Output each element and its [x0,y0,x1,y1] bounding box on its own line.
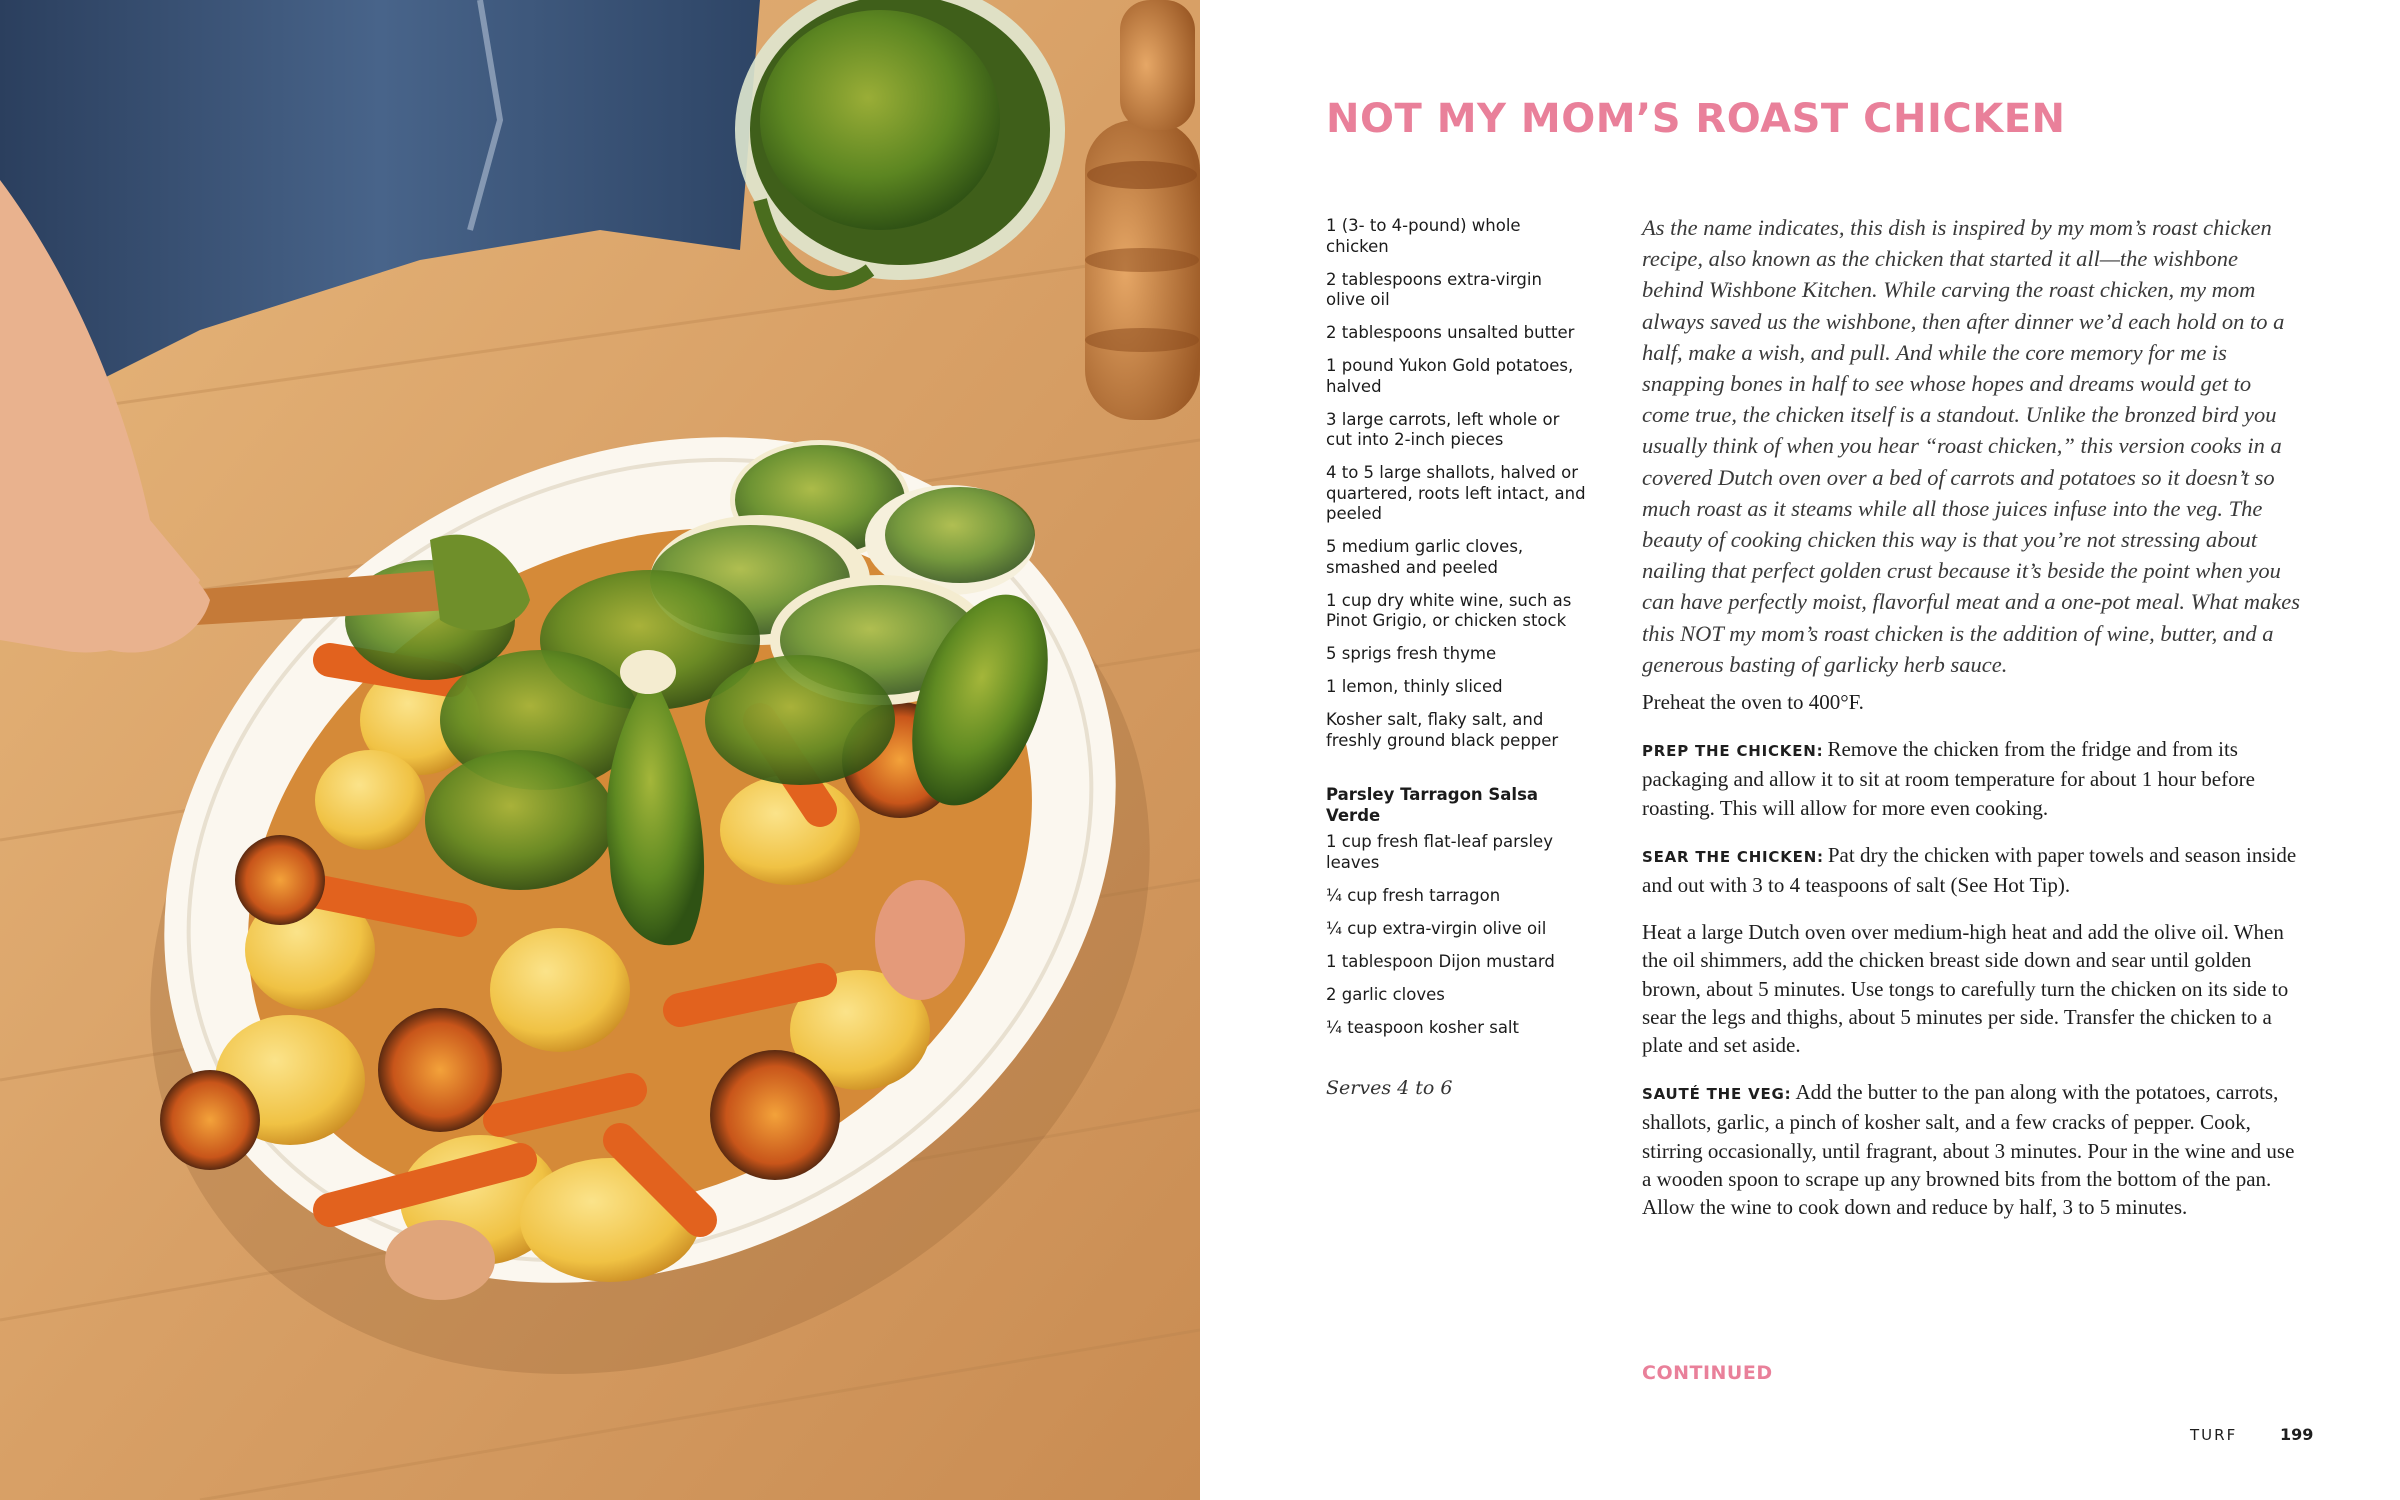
ingredient-item: 3 large carrots, left whole or cut into 2-inch pieces [1326,409,1560,449]
ingredient-item: 2 tablespoons extra-virgin olive oil [1326,269,1542,309]
ingredient-item: ¼ cup extra-virgin olive oil [1326,918,1547,938]
ingredient-item: 2 tablespoons unsalted butter [1326,323,1575,342]
step-text: Preheat the oven to 400°F. [1642,690,1864,714]
step-text: Add the butter to the pan along with the potatoes, carrots, shallots, garlic, a pinch of kosher salt, and a few cracks of pepper. Cook, stirring occasionally, until fragrant, about 3 minutes. Pour in the wine and use a wooden spoon to scrape up any browned bits from the bottom of the pan. Allow the wine to cook down and reduce by half, 3 to 5 minutes. [1642,1080,2295,1220]
ingredient-item: ¼ cup fresh tarragon [1326,885,1501,905]
salsa-verde-heading: Parsley Tarragon Salsa Verde [1326,785,1539,825]
serves-note: Serves 4 to 6 [1326,1077,1453,1099]
step-label: PREP THE CHICKEN: [1642,742,1824,761]
recipe-title: NOT MY MOM’S ROAST CHICKEN [1326,96,2066,142]
salsa-verde-list [1326,832,1586,1038]
step-text: Heat a large Dutch oven over medium-high heat and add the olive oil. When the oil shimmers, add the chicken breast side down and sear until golden brown, about 5 minutes. Use tongs to carefully turn the chicken on its side to sear the legs and thighs, about 5 minutes per side. Transfer the chicken to a plate and set aside. [1642,920,2289,1058]
ingredient-item: 1 pound Yukon Gold potatoes, halved [1326,356,1574,396]
method-step [1642,688,2306,716]
method-step [1642,841,2306,899]
ingredient-item: 1 (3- to 4-pound) whole chicken [1326,216,1521,256]
section-name: TURF [2190,1426,2238,1444]
page-number: 199 [2280,1425,2314,1444]
continued-link[interactable]: CONTINUED [1642,1362,1773,1384]
step-label: SAUTÉ THE VEG: [1642,1085,1792,1104]
ingredient-item: 4 to 5 large shallots, halved or quartered, roots left intact, and peeled [1326,463,1586,523]
ingredient-item: 1 cup dry white wine, such as Pinot Grigio, or chicken stock [1326,590,1572,630]
ingredient-item: ¼ teaspoon kosher salt [1326,1017,1519,1037]
method-step [1642,1078,2306,1221]
ingredient-item: 1 cup fresh flat-leaf parsley leaves [1326,832,1553,872]
ingredient-item: 5 sprigs fresh thyme [1326,644,1497,663]
ingredient-item: Kosher salt, flaky salt, and freshly ground black pepper [1326,710,1559,750]
method-step [1642,918,2306,1059]
ingredient-item: 1 tablespoon Dijon mustard [1326,951,1555,971]
ingredient-item: 5 medium garlic cloves, smashed and peeled [1326,537,1524,577]
headnote: As the name indicates, this dish is inspired by my mom’s roast chicken recipe, also known as the chicken that started it all—the wishbone behind Wishbone Kitchen. While carving the roast chicken, my mom always saved us the wishbone, then after dinner we’d each hold on to a half, make a wish, and pull. And while the core memory for me is snapping bones in half to see whose hopes and dreams would get to come true, the chicken itself is a standout. Unlike the bronzed bird you usually think of when you hear “roast chicken,” this version cooks in a covered Dutch oven over a bed of carrots and potatoes so it doesn’t so much roast as it steams while all those juices infuse into the veg. The beauty of cooking chicken this way is that you’re not stressing about nailing that perfect golden crust because it’s beside the point when you can have perfectly moist, flavorful meat and a one-pot meal. What makes this NOT my mom’s roast chicken is the addition of wine, butter, and a generous basting of garlicky herb sauce. [1642,215,2300,677]
ingredient-column [1326,216,1586,1099]
step-text: Pat dry the chicken with paper towels and season inside and out with 3 to 4 teaspoons of salt (See Hot Tip). [1642,842,2297,898]
ingredient-item: 2 garlic cloves [1326,984,1445,1004]
step-label: SEAR THE CHICKEN: [1642,847,1824,866]
ingredient-item: 1 lemon, thinly sliced [1326,677,1503,696]
method-step [1642,735,2306,822]
step-text: Remove the chicken from the fridge and from its packaging and allow it to sit at room temperature for about 1 hour before roasting. This will allow for more even cooking. [1642,737,2255,820]
ingredient-list [1326,216,1586,751]
recipe-page [1200,0,2400,1500]
method-steps [1642,688,2306,1240]
